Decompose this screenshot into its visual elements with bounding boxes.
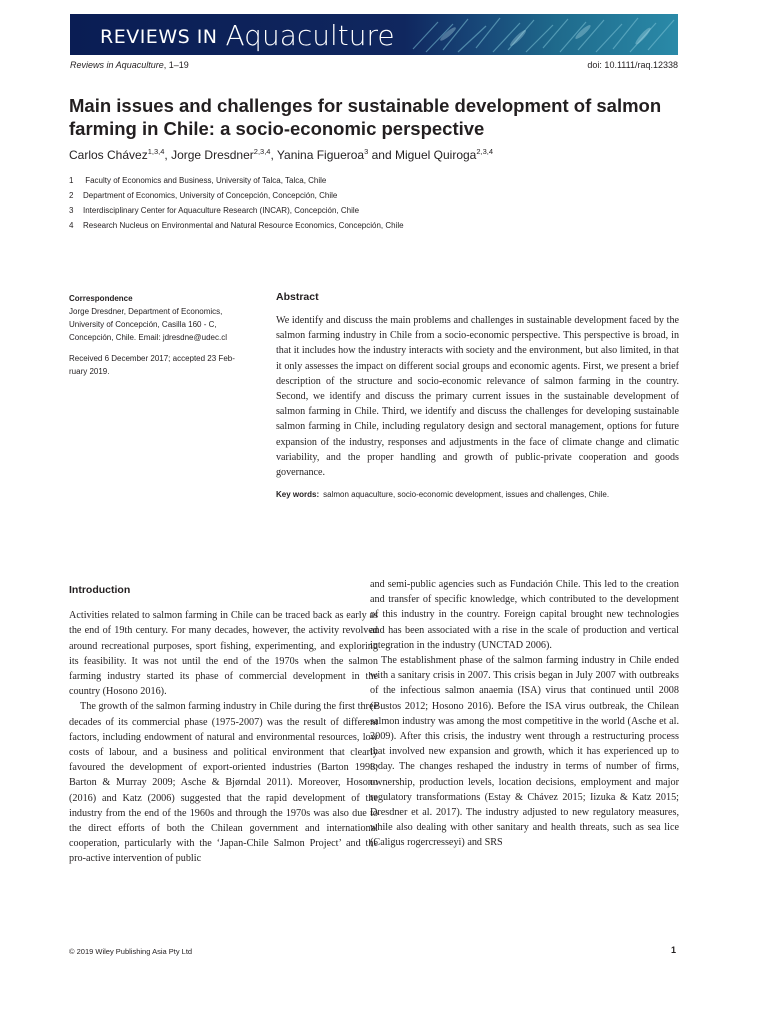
body-paragraph: The establishment phase of the salmon farming industry in Chile ended with a sanitary crisis in 2007. This crisis began in July 2007 with outbreaks of the infectious salmon anaemia (ISA) virus that continued until 2008 (Bustos 2012; Hosono 2016). Before the ISA virus outbreak, the Chilean salmon industry was among the most competitive in the world (Asche et al. 2009). After this crisis, the industry went through a restructuring process that involved new expansion and growth, which it has experienced up to today. The changes reshaped the industry in terms of number of firms, ownership, production levels, location decisions, employment and major regulatory transformations (Estay & Chávez 2015; Iizuka & Katz 2015; Dresdner et al. 2017). The industry adjusted to new regulatory measures, while also dealing with other sanitary and health threats, such as sea lice (Caligus rogercresseyi) and SRS <box>370 655 679 849</box>
author-affiliation-marker: 2,3,4 <box>253 147 271 156</box>
affiliation-item <box>69 188 404 203</box>
body-column-left <box>69 577 378 867</box>
abstract-heading: Abstract <box>276 291 319 303</box>
author-affiliation-marker: 3 <box>364 147 369 156</box>
received-line: ruary 2019. <box>69 367 110 376</box>
journal-banner <box>70 14 678 55</box>
fish-pattern-image <box>408 14 678 55</box>
page-range: , 1–19 <box>163 60 189 70</box>
journal-name: Reviews in Aquaculture <box>70 60 164 70</box>
affiliation-list <box>69 173 404 233</box>
author-name[interactable]: Miguel Quiroga <box>394 148 477 162</box>
affiliation-number: 1 <box>69 176 74 185</box>
affiliation-text: Research Nucleus on Environmental and Natural Resource Economics, Concepción, Chile <box>83 221 404 230</box>
received-dates <box>69 352 264 378</box>
affiliation-number: 3 <box>69 206 74 215</box>
affiliation-item <box>69 203 404 218</box>
introduction-heading: Introduction <box>69 584 131 596</box>
author-name[interactable]: Carlos Chávez <box>69 148 148 162</box>
keywords-label: Key words: <box>276 490 320 500</box>
correspondence-box <box>69 292 264 378</box>
author-name[interactable]: Yanina Figueroa <box>276 148 365 162</box>
keywords <box>276 490 679 499</box>
journal-logo: REVIEWS IN Aquaculture <box>100 19 395 52</box>
abstract-text: We identify and discuss the main problems and challenges in sustainable development faced by the salmon farming industry in Chile from a socio-economic perspective. This perspective is broad, in that it includes how the industry interacts with society and the environment, but also limited, in that it only assesses the impact on different social groups and economic agents. First, we present a brief description of the structure and socio-economic relevance of salmon farming in the country. Second, we identify and discuss the primary current issues in the sustainable development of salmon farming in Chile. Third, we identify and discuss the challenges for developing sustainable salmon farming in Chile, including regulatory design and sectoral management, options for future expansion of the industry, responses and adjustments in the face of climate change and climatic variability, and the proper handling and growth of public-private cooperation and goods governance. <box>276 315 679 479</box>
correspondence-line: Jorge Dresdner, Department of Economics, <box>69 307 223 316</box>
copyright: © 2019 Wiley Publishing Asia Pty Ltd <box>69 947 193 956</box>
affiliation-text: Faculty of Economics and Business, University of Talca, Talca, Chile <box>83 176 327 185</box>
citation <box>70 60 189 70</box>
abstract-section <box>276 291 679 499</box>
affiliation-text: Department of Economics, University of Concepción, Concepción, Chile <box>83 191 338 200</box>
author-affiliation-marker: 1,3,4 <box>147 147 165 156</box>
received-line: Received 6 December 2017; accepted 23 Feb- <box>69 354 235 363</box>
author-affiliation-marker: 2,3,4 <box>476 147 494 156</box>
author-name[interactable]: Jorge Dresdner <box>171 148 254 162</box>
affiliation-number: 4 <box>69 221 74 230</box>
body-paragraph: Activities related to salmon farming in Chile can be traced back as early as the end of 19th century. For many decades, however, the activity revolved around recreational purposes, sport fishing, experimenting, and exploring its feasibility. It was not until the end of the 1970s when the salmon farming industry started its phase of commercial development in the country (Hosono 2016). <box>69 610 378 698</box>
body-paragraph: The growth of the salmon farming industry in Chile during the first three decades of its commercial phase (1975-2007) was the result of different factors, including endowment of natural and environmental resources, low costs of labour, and a business and political environment that clearly favoured the development of export-oriented industries (Barton 1998; Barton & Murray 2009; Asche & Bjørndal 2011). Moreover, Hosono (2016) and Katz (2006) suggested that the rapid development of the industry from the end of the 1960s and through the 1970s was also due to the direct efforts of both the Chilean government and international cooperation, particularly with the ‘Japan-Chile Salmon Project’ and the pro-active intervention of public <box>69 701 378 865</box>
author-separator: and <box>368 148 395 162</box>
body-column-right <box>370 577 679 851</box>
affiliation-item <box>69 173 404 188</box>
affiliation-text: Interdisciplinary Center for Aquaculture Research (INCAR), Concepción, Chile <box>83 206 360 215</box>
author-separator: , <box>164 148 172 162</box>
keywords-text: salmon aquaculture, socio-economic development, issues and challenges, Chile. <box>323 490 610 500</box>
correspondence-email-line[interactable]: Concepción, Chile. Email: jdresdne@udec.cl <box>69 333 227 342</box>
author-list <box>69 147 493 162</box>
article-title: Main issues and challenges for sustainable development of salmon farming in Chile: a socio-economic perspective <box>69 95 662 139</box>
correspondence-heading: Correspondence <box>69 294 133 303</box>
body-paragraph: and semi-public agencies such as Fundación Chile. This led to the creation and transfer of specific knowledge, which contributed to the development of this industry in the country. Foreign capital brought new technologies and has been associated with a rise in the scale of production and vertical integration in the industry (UNCTAD 2006). <box>370 579 679 651</box>
doi[interactable]: doi: 10.1111/raq.12338 <box>587 60 678 70</box>
page-number: 1 <box>671 945 677 955</box>
affiliation-number: 2 <box>69 191 74 200</box>
correspondence-line: University of Concepción, Casilla 160 - C, <box>69 320 217 329</box>
affiliation-item <box>69 218 404 233</box>
author-separator: , <box>270 148 277 162</box>
